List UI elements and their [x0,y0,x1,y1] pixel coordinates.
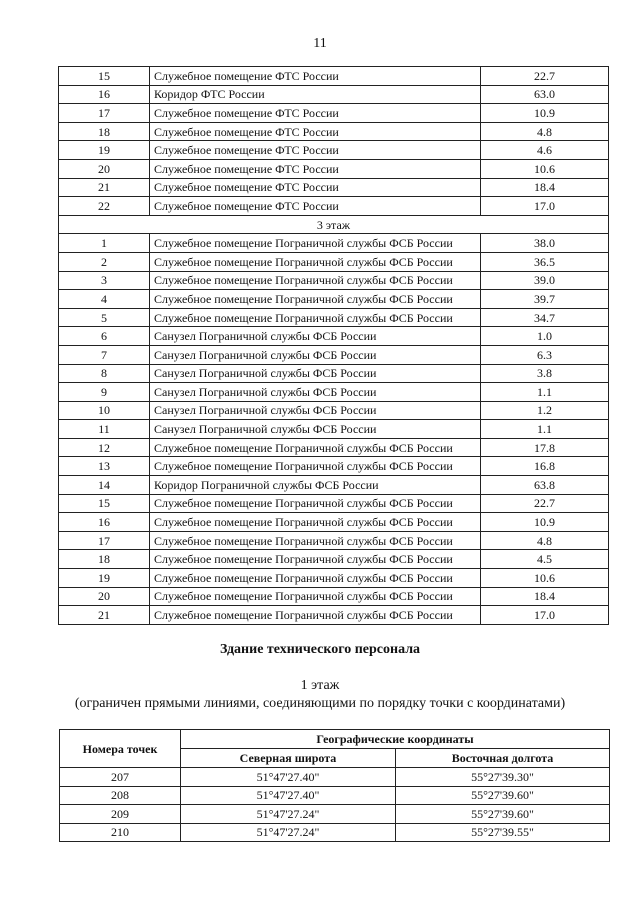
table-row [59,569,609,588]
header-east-longitude: Восточная долгота [396,749,610,768]
floor-row [59,215,609,234]
point-number: 208 [60,786,181,805]
room-area: 39.0 [481,271,609,290]
room-number: 18 [59,122,150,141]
table-row [60,768,610,787]
room-name: Служебное помещение ФТС России [150,67,481,86]
room-area: 63.0 [481,85,609,104]
coordinates-table [59,729,610,842]
room-number: 10 [59,401,150,420]
room-area: 4.6 [481,141,609,160]
table-row [59,178,609,197]
table-row [59,457,609,476]
table-row [59,159,609,178]
point-longitude: 55°27'39.55" [396,823,610,842]
table-row [59,252,609,271]
room-name: Санузел Пограничной службы ФСБ России [150,420,481,439]
room-number: 1 [59,234,150,253]
room-number: 12 [59,438,150,457]
table-row [59,85,609,104]
table-row [60,805,610,824]
room-name: Служебное помещение ФТС России [150,104,481,123]
table-row [59,420,609,439]
room-area: 10.9 [481,513,609,532]
room-name: Служебное помещение Пограничной службы ФСБ России [150,587,481,606]
page-number: 11 [313,36,327,51]
room-name: Служебное помещение Пограничной службы ФСБ России [150,569,481,588]
room-name: Служебное помещение Пограничной службы ФСБ России [150,606,481,625]
room-number: 6 [59,327,150,346]
table-row [59,550,609,569]
room-number: 5 [59,308,150,327]
table-row [59,327,609,346]
table-row [59,345,609,364]
table-row [59,401,609,420]
table-row [59,494,609,513]
room-number: 16 [59,513,150,532]
room-area: 3.8 [481,364,609,383]
room-number: 20 [59,587,150,606]
room-name: Служебное помещение Пограничной службы ФСБ России [150,252,481,271]
point-longitude: 55°27'39.60" [396,786,610,805]
room-number: 20 [59,159,150,178]
table-row [59,290,609,309]
room-number: 18 [59,550,150,569]
point-number: 207 [60,768,181,787]
table-row [59,308,609,327]
room-name: Коридор Пограничной службы ФСБ России [150,476,481,495]
room-name: Коридор ФТС России [150,85,481,104]
table-row [59,364,609,383]
room-name: Служебное помещение Пограничной службы ФСБ России [150,457,481,476]
table-row [59,67,609,86]
room-area: 17.8 [481,438,609,457]
room-name: Служебное помещение Пограничной службы ФСБ России [150,290,481,309]
table-row [59,606,609,625]
rooms-table [58,66,609,625]
table-row [59,197,609,216]
room-name: Санузел Пограничной службы ФСБ России [150,327,481,346]
room-area: 63.8 [481,476,609,495]
header-north-latitude: Северная широта [181,749,396,768]
table-row [60,786,610,805]
room-area: 22.7 [481,67,609,86]
table-row [60,823,610,842]
room-area: 17.0 [481,197,609,216]
table-row [59,383,609,402]
room-area: 4.8 [481,122,609,141]
room-name: Санузел Пограничной службы ФСБ России [150,364,481,383]
header-point-numbers: Номера точек [60,730,181,768]
room-name: Санузел Пограничной службы ФСБ России [150,401,481,420]
table-row [59,141,609,160]
room-area: 17.0 [481,606,609,625]
room-area: 18.4 [481,587,609,606]
table-row [59,271,609,290]
room-area: 1.1 [481,420,609,439]
room-number: 13 [59,457,150,476]
room-number: 3 [59,271,150,290]
room-number: 15 [59,67,150,86]
table-row [59,513,609,532]
room-number: 8 [59,364,150,383]
room-area: 10.6 [481,569,609,588]
point-latitude: 51°47'27.24" [181,805,396,824]
room-area: 1.0 [481,327,609,346]
room-area: 18.4 [481,178,609,197]
room-number: 11 [59,420,150,439]
room-name: Служебное помещение Пограничной службы ФСБ России [150,308,481,327]
floor-3-label: 3 этаж [59,215,609,234]
room-number: 15 [59,494,150,513]
room-number: 19 [59,141,150,160]
table-row [59,234,609,253]
room-number: 9 [59,383,150,402]
point-number: 210 [60,823,181,842]
point-latitude: 51°47'27.24" [181,823,396,842]
room-name: Служебное помещение Пограничной службы ФСБ России [150,550,481,569]
room-number: 7 [59,345,150,364]
point-latitude: 51°47'27.40" [181,768,396,787]
table-row [59,587,609,606]
room-area: 4.5 [481,550,609,569]
room-number: 17 [59,531,150,550]
room-name: Служебное помещение ФТС России [150,159,481,178]
room-number: 2 [59,252,150,271]
room-area: 10.9 [481,104,609,123]
section-title: Здание технического персонала [219,642,421,657]
room-number: 16 [59,85,150,104]
room-number: 21 [59,606,150,625]
point-longitude: 55°27'39.60" [396,805,610,824]
room-name: Служебное помещение Пограничной службы ФСБ России [150,513,481,532]
room-area: 38.0 [481,234,609,253]
room-area: 10.6 [481,159,609,178]
table-row [59,438,609,457]
room-area: 36.5 [481,252,609,271]
table-row [59,122,609,141]
room-area: 4.8 [481,531,609,550]
room-name: Санузел Пограничной службы ФСБ России [150,345,481,364]
room-area: 6.3 [481,345,609,364]
room-name: Служебное помещение ФТС России [150,178,481,197]
room-name: Служебное помещение ФТС России [150,141,481,160]
room-area: 22.7 [481,494,609,513]
room-number: 22 [59,197,150,216]
room-name: Служебное помещение Пограничной службы ФСБ России [150,438,481,457]
room-number: 19 [59,569,150,588]
room-number: 17 [59,104,150,123]
room-name: Служебное помещение ФТС России [150,122,481,141]
room-name: Служебное помещение Пограничной службы ФСБ России [150,531,481,550]
room-name: Санузел Пограничной службы ФСБ России [150,383,481,402]
room-name: Служебное помещение ФТС России [150,197,481,216]
room-name: Служебное помещение Пограничной службы ФСБ России [150,234,481,253]
point-latitude: 51°47'27.40" [181,786,396,805]
header-geo-coordinates: Географические координаты [181,730,610,749]
floor-label: 1 этаж [300,678,340,693]
room-area: 39.7 [481,290,609,309]
room-number: 14 [59,476,150,495]
table-row [59,104,609,123]
room-name: Служебное помещение Пограничной службы ФСБ России [150,494,481,513]
table-row [59,531,609,550]
room-area: 16.8 [481,457,609,476]
room-area: 1.1 [481,383,609,402]
room-number: 21 [59,178,150,197]
room-number: 4 [59,290,150,309]
room-area: 34.7 [481,308,609,327]
room-area: 1.2 [481,401,609,420]
room-name: Служебное помещение Пограничной службы ФСБ России [150,271,481,290]
point-longitude: 55°27'39.30" [396,768,610,787]
table-row [59,476,609,495]
point-number: 209 [60,805,181,824]
bounded-description: (ограничен прямыми линиями, соединяющими по порядку точки с координатами) [74,696,566,711]
